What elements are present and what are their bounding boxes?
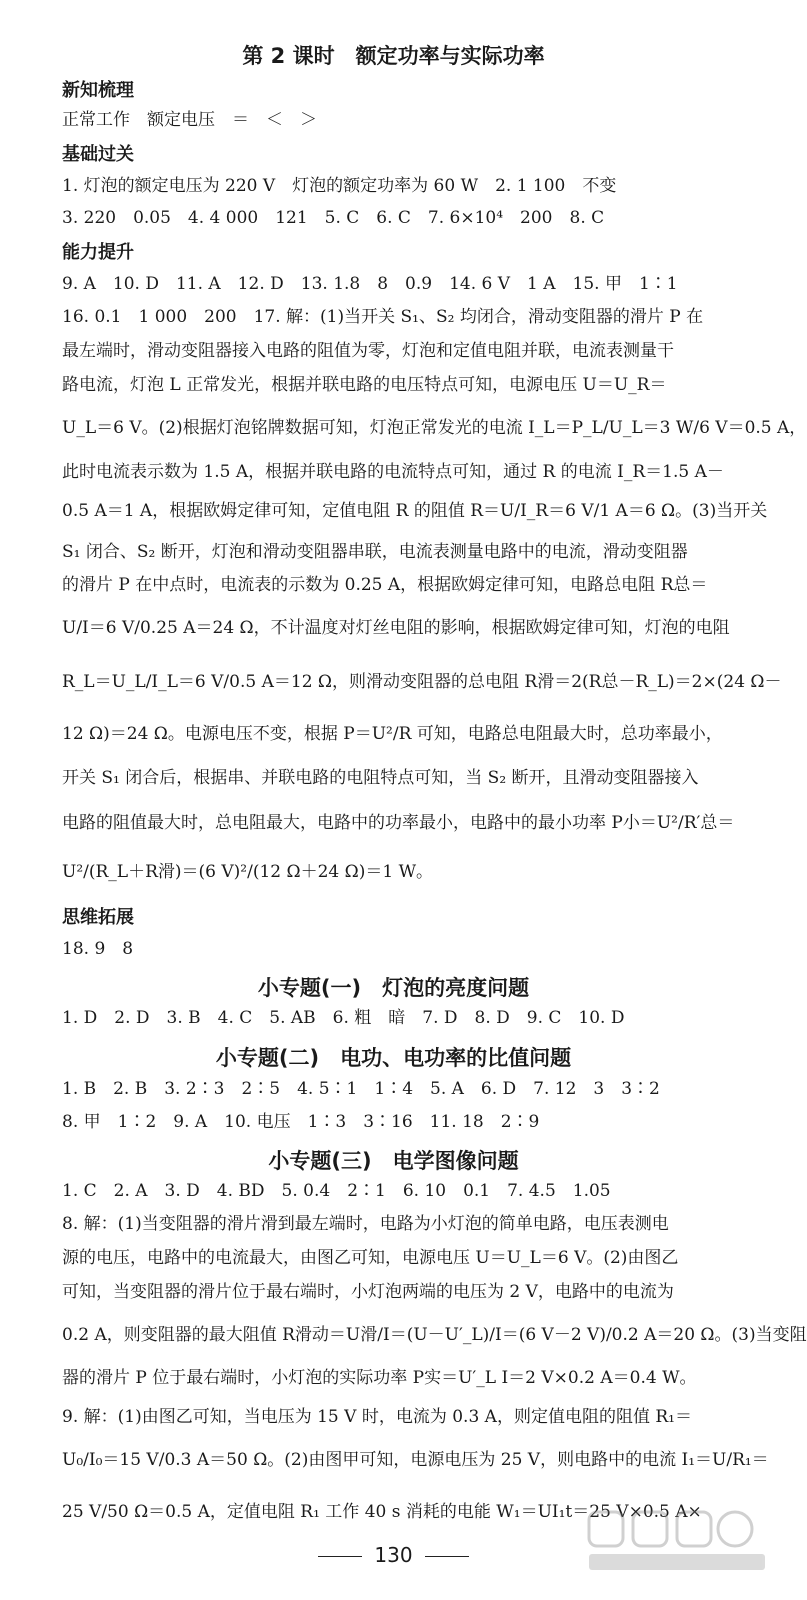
answer-line: 0.2 A，则变阻器的最大阻值 R滑动＝U滑/I＝(U－U′_L)/I＝(6 V－2 V)/0.2 A＝20 Ω。(3)当变阻 <box>62 1325 807 1345</box>
answer-line: 的滑片 P 在中点时，电流表的示数为 0.25 A，根据欧姆定律可知，电路总电阻 R总＝ <box>62 575 708 595</box>
answer-line: 1. 灯泡的额定电压为 220 V 灯泡的额定功率为 60 W 2. 1 100 不变 <box>62 176 617 196</box>
answer-line: 18. 9 8 <box>62 939 134 959</box>
answer-line: 9. A 10. D 11. A 12. D 13. 1.8 8 0.9 14. 6 V 1 A 15. 甲 1∶1 <box>62 274 678 294</box>
answer-line: 1. D 2. D 3. B 4. C 5. AB 6. 粗 暗 7. D 8. D 9. C 10. D <box>62 1008 625 1028</box>
answer-line: 源的电压，电路中的电流最大，由图乙可知，电源电压 U＝U_L＝6 V。(2)由图乙 <box>62 1248 679 1268</box>
answer-line: 器的滑片 P 位于最右端时，小灯泡的实际功率 P实＝U′_L I＝2 V×0.2 A＝0.4 W。 <box>62 1368 697 1388</box>
answer-line: 电路的阻值最大时，总电阻最大，电路中的功率最小，电路中的最小功率 P小＝U²/R′总＝ <box>62 813 735 833</box>
answer-line: 此时电流表示数为 1.5 A，根据并联电路的电流特点可知，通过 R 的电流 I_R＝1.5 A－ <box>62 462 724 482</box>
answer-line: 25 V/50 Ω＝0.5 A，定值电阻 R₁ 工作 40 s 消耗的电能 W₁＝UI₁t＝25 V×0.5 A× <box>62 1502 702 1522</box>
topic-title: 小专题(三) 电学图像问题 <box>268 1149 519 1173</box>
watermark-logo <box>583 1508 773 1578</box>
answer-line: 开关 S₁ 闭合后，根据串、并联电路的电阻特点可知，当 S₂ 断开，且滑动变阻器接入 <box>62 768 699 788</box>
answer-line: 1. B 2. B 3. 2∶3 2∶5 4. 5∶1 1∶4 5. A 6. D 7. 12 3 3∶2 <box>62 1079 660 1099</box>
answer-line: 12 Ω)＝24 Ω。电源电压不变，根据 P＝U²/R 可知，电路总电阻最大时，总功率最小， <box>62 724 723 744</box>
answer-line: 最左端时，滑动变阻器接入电路的阻值为零，灯泡和定值电阻并联，电流表测量干 <box>62 341 674 361</box>
page-number-dash-left <box>318 1556 362 1557</box>
section-jichu: 基础过关 <box>62 144 134 165</box>
answer-line: 可知，当变阻器的滑片位于最右端时，小灯泡两端的电压为 2 V，电路中的电流为 <box>62 1282 674 1302</box>
answer-line: U/I＝6 V/0.25 A＝24 Ω，不计温度对灯丝电阻的影响，根据欧姆定律可知，灯泡的电阻 <box>62 618 730 638</box>
answer-line: 16. 0.1 1 000 200 17. 解：(1)当开关 S₁、S₂ 均闭合，滑动变阻器的滑片 P 在 <box>62 307 704 327</box>
answer-line: 0.5 A＝1 A，根据欧姆定律可知，定值电阻 R 的阻值 R＝U/I_R＝6 V/1 A＝6 Ω。(3)当开关 <box>62 501 768 521</box>
answer-line: U_L＝6 V。(2)根据灯泡铭牌数据可知，灯泡正常发光的电流 I_L＝P_L/U_L＝3 W/6 V＝0.5 A， <box>62 418 807 438</box>
answer-line: R_L＝U_L/I_L＝6 V/0.5 A＝12 Ω，则滑动变阻器的总电阻 R滑＝2(R总－R_L)＝2×(24 Ω－ <box>62 672 782 692</box>
answer-line: 8. 甲 1∶2 9. A 10. 电压 1∶3 3∶16 11. 18 2∶9 <box>62 1112 540 1132</box>
answer-line: 1. C 2. A 3. D 4. BD 5. 0.4 2∶1 6. 10 0.1 7. 4.5 1.05 <box>62 1181 611 1201</box>
answer-line: 9. 解：(1)由图乙可知，当电压为 15 V 时，电流为 0.3 A，则定值电阻的阻值 R₁＝ <box>62 1407 692 1427</box>
answer-line: 8. 解：(1)当变阻器的滑片滑到最左端时，电路为小灯泡的简单电路，电压表测电 <box>62 1214 669 1234</box>
section-xinzhi: 新知梳理 <box>62 80 134 101</box>
answer-line: 正常工作 额定电压 ＝ ＜ ＞ <box>62 110 317 130</box>
lesson-title: 第 2 课时 额定功率与实际功率 <box>242 44 545 68</box>
topic-title: 小专题(一) 灯泡的亮度问题 <box>257 976 530 1000</box>
section-siwei: 思维拓展 <box>62 907 134 928</box>
page-number-dash-right <box>425 1556 469 1557</box>
answer-line: U₀/I₀＝15 V/0.3 A＝50 Ω。(2)由图甲可知，电源电压为 25 V，则电路中的电流 I₁＝U/R₁＝ <box>62 1450 769 1470</box>
page-number-value: 130 <box>374 1543 413 1567</box>
answer-line: S₁ 闭合、S₂ 断开，灯泡和滑动变阻器串联，电流表测量电路中的电流，滑动变阻器 <box>62 542 688 562</box>
answer-line: 路电流，灯泡 L 正常发光，根据并联电路的电压特点可知，电源电压 U＝U_R＝ <box>62 375 667 395</box>
topic-title: 小专题(二) 电功、电功率的比值问题 <box>215 1046 572 1070</box>
answer-line: 3. 220 0.05 4. 4 000 121 5. C 6. C 7. 6×10⁴ 200 8. C <box>62 208 605 228</box>
section-nengli: 能力提升 <box>62 242 134 263</box>
answer-line: U²/(R_L＋R滑)＝(6 V)²/(12 Ω＋24 Ω)＝1 W。 <box>62 862 434 882</box>
